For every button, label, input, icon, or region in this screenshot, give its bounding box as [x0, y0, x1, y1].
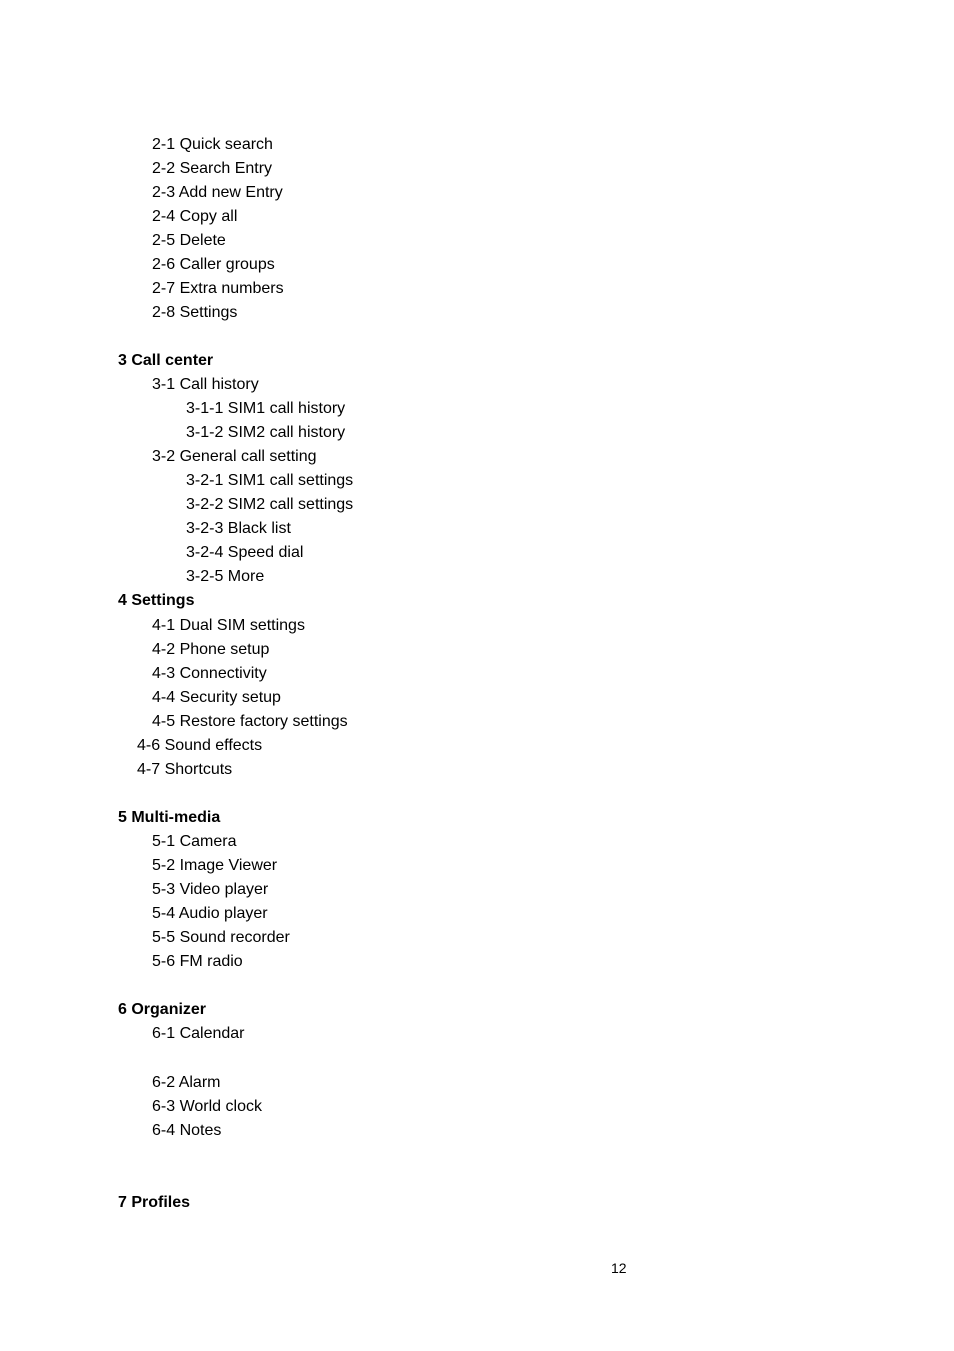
- section-heading-call-center: 3 Call center: [118, 352, 214, 369]
- menu-item-3-1-1: 3-1-1 SIM1 call history: [186, 400, 346, 417]
- menu-item-4-1: 4-1 Dual SIM settings: [152, 617, 305, 634]
- menu-item-2-6: 2-6 Caller groups: [152, 256, 275, 273]
- menu-item-5-2: 5-2 Image Viewer: [152, 857, 278, 874]
- menu-item-5-1: 5-1 Camera: [152, 833, 237, 850]
- menu-item-4-6: 4-6 Sound effects: [137, 737, 263, 754]
- menu-item-4-3: 4-3 Connectivity: [152, 665, 267, 682]
- menu-item-2-7: 2-7 Extra numbers: [152, 280, 284, 297]
- menu-item-4-5: 4-5 Restore factory settings: [152, 713, 348, 730]
- menu-item-3-1: 3-1 Call history: [152, 376, 259, 393]
- menu-item-3-2-3: 3-2-3 Black list: [186, 520, 291, 537]
- menu-item-5-5: 5-5 Sound recorder: [152, 929, 290, 946]
- menu-item-4-2: 4-2 Phone setup: [152, 641, 270, 658]
- menu-item-3-2: 3-2 General call setting: [152, 448, 317, 465]
- menu-item-3-2-4: 3-2-4 Speed dial: [186, 544, 304, 561]
- section-heading-profiles: 7 Profiles: [118, 1194, 191, 1211]
- menu-item-2-5: 2-5 Delete: [152, 232, 226, 249]
- menu-item-3-2-2: 3-2-2 SIM2 call settings: [186, 496, 354, 513]
- menu-item-5-4: 5-4 Audio player: [152, 905, 268, 922]
- menu-item-6-2: 6-2 Alarm: [152, 1074, 221, 1091]
- section-heading-organizer: 6 Organizer: [118, 1001, 207, 1018]
- menu-item-2-2: 2-2 Search Entry: [152, 160, 273, 177]
- menu-item-2-8: 2-8 Settings: [152, 304, 238, 321]
- menu-item-2-4: 2-4 Copy all: [152, 208, 238, 225]
- menu-item-5-6: 5-6 FM radio: [152, 953, 243, 970]
- menu-item-5-3: 5-3 Video player: [152, 881, 269, 898]
- menu-item-2-3: 2-3 Add new Entry: [152, 184, 283, 201]
- menu-item-4-4: 4-4 Security setup: [152, 689, 281, 706]
- page-number: 12: [611, 1260, 627, 1276]
- menu-item-3-2-5: 3-2-5 More: [186, 568, 265, 585]
- menu-item-6-3: 6-3 World clock: [152, 1098, 262, 1115]
- menu-item-3-2-1: 3-2-1 SIM1 call settings: [186, 472, 354, 489]
- menu-item-6-1: 6-1 Calendar: [152, 1025, 245, 1042]
- section-heading-multi-media: 5 Multi-media: [118, 809, 221, 826]
- section-heading-settings: 4 Settings: [118, 592, 195, 609]
- menu-item-2-1: 2-1 Quick search: [152, 136, 273, 153]
- menu-item-6-4: 6-4 Notes: [152, 1122, 222, 1139]
- menu-item-4-7: 4-7 Shortcuts: [137, 761, 233, 778]
- menu-item-3-1-2: 3-1-2 SIM2 call history: [186, 424, 346, 441]
